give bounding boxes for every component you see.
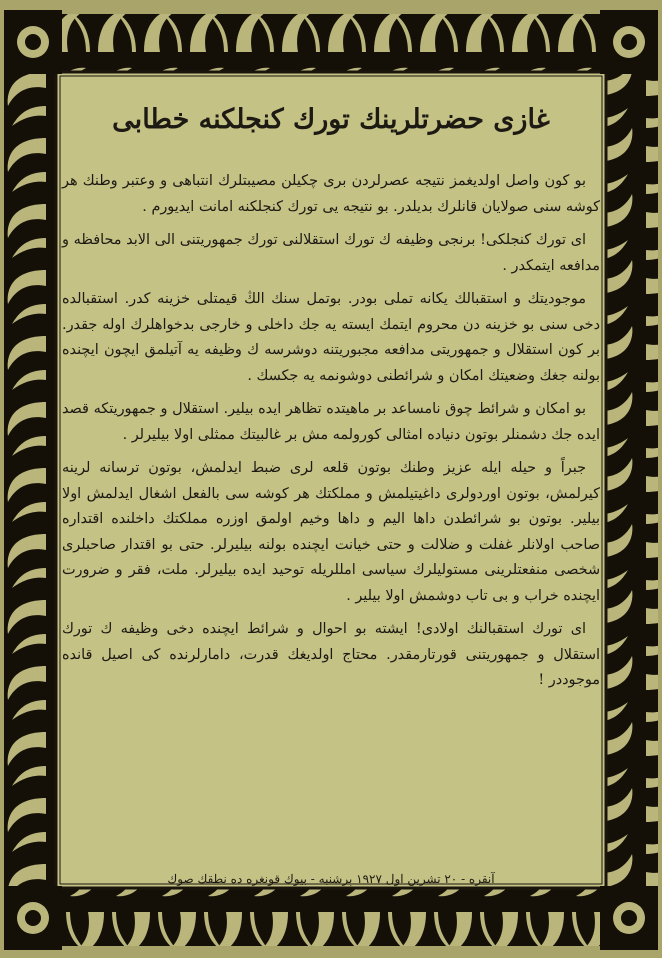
paragraph-1: بو كون واصل اولدیغمز نتیجه عصرلردن بری چكیلن مصیبتلرك انتباهی و وعتبر وطنك هر كوشه سنی صولایان قانلرك بدیلدر. بو نتیجه یی تورك كنجلكنه امانت ایدیورم . bbox=[62, 173, 600, 215]
paragraph-2: ای تورك كنجلكی! برنجی وظیفه ك تورك استقلالنی تورك جمهوریتنی الی الابد محافظه و مدافعه ایتمكدر . bbox=[62, 232, 600, 274]
document-footer: آنقره - ٢٠ تشرین اول ١٩٢٧ پرشنبه - بیوك قونغره ده نطقك صوك bbox=[167, 872, 495, 886]
document-title: غازی حضرتلرینك تورك كنجلكنه خطابی bbox=[112, 104, 550, 135]
document-body bbox=[62, 96, 600, 886]
paragraph-3: موجودیتك و استقبالك یكانه تملی بودر. بوتمل سنك الڭ قیمتلی خزینه كدر. استقبالده دخی سنی بو خزینه دن محروم ایتمك ایسته یه جك داخلی و خارجی بدخواهلرك اوله جقدر. بر كون استقلال و جمهوریتی مدافعه مجبوریتنه دوشرسه ك وظیفه یه آتیلمق ایچون ایچنده بولنه جغك وضعیتك امكان و شرائطنی دوشونمه یه جكسك . bbox=[62, 291, 600, 384]
paragraph-4: بو امكان و شرائط چوق نامساعد بر ماهیتده تظاهر ایده بیلیر. استقلال و جمهوریتكه قصد ایده جك دشمنلر بوتون دنیاده امثالی كورولمه مش بر غالبیتك ممثلی اولا بیلیرلر . bbox=[62, 401, 600, 443]
paragraph-5: جبراً و حیله ایله عزیز وطنك بوتون قلعه لری ضبط ایدلمش، بوتون ترسانه لرینه كیرلمش، بوتون اوردولری داغیتیلمش و مملكتك هر كوشه سی بالفعل اشغال ایدلمش اولا بیلیر. بوتون بو شرائطدن داها الیم و داها وخیم اولمق اوزره مملكتك داخلنده اقتداره صاحب اولانلر غفلت و ضلالت و حتی خیانت ایچنده بولنه بیلیرلر. حتی بو اقتدار صاحبلری شخصی منفعتلرینی مستولیلرك سیاسی امللریله توحید ایده بیلیرلر. ملت، فقر و ضرورت ایچنده خراب و بی تاب دوشمش اولا بیلیر . bbox=[62, 460, 600, 604]
paragraph-6: ای تورك استقبالنك اولادی! ایشته بو احوال و شرائط ایچنده دخی وظیفه ك تورك استقلال و جمهوریتنی قورتارمقدر. محتاج اولدیغك قدرت، دامارلرنده كی اصیل قانده موجوددر ! bbox=[62, 621, 600, 688]
